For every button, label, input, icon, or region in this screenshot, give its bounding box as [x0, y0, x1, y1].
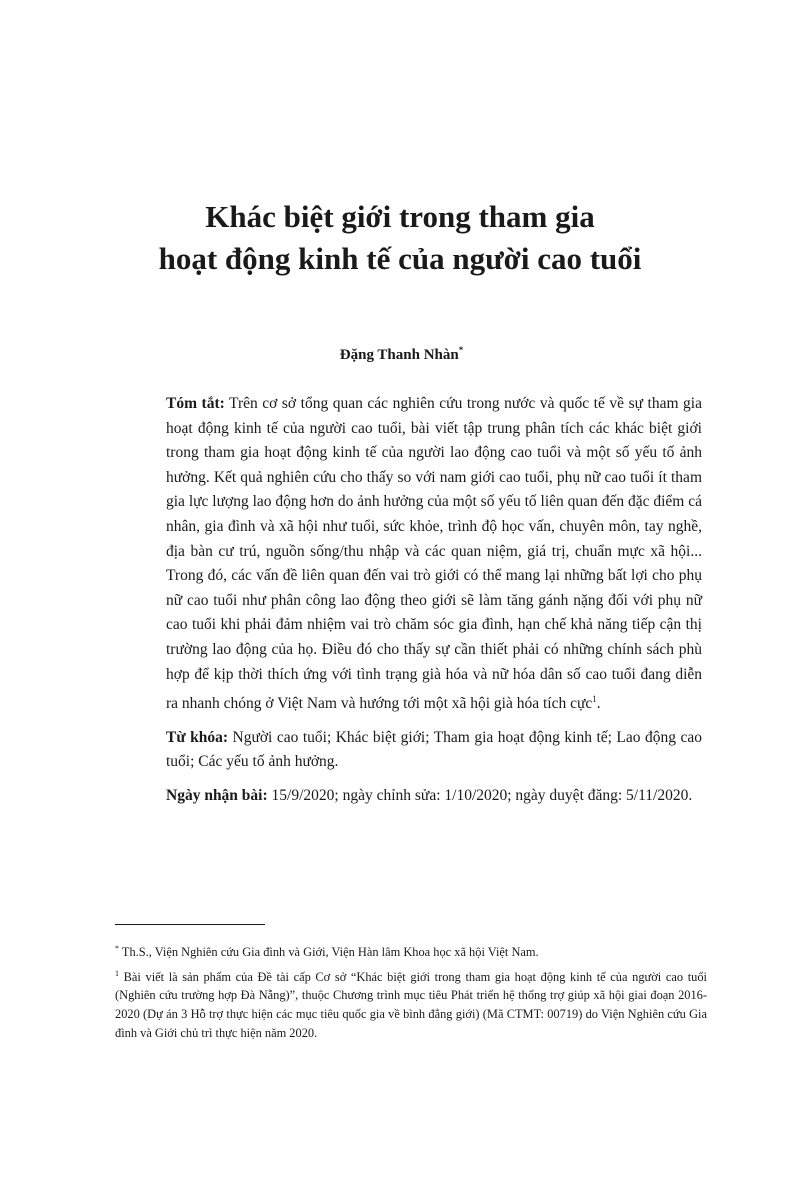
author-name: Đặng Thanh Nhàn — [339, 347, 459, 363]
footnote-text: Bài viết là sản phẩm của Đề tài cấp Cơ sở “Khác biệt giới trong tham gia hoạt động kinh tế của người cao tuổi (Nghiên cứu trường hợp Đà Nẵng)”, thuộc Chương trình mục tiêu Phát triển hệ thống trợ giúp xã hội giai đoạn 2016-2020 (Dự án 3 Hỗ trợ thực hiện các mục tiêu quốc gia về bình đẳng giới) (Mã CTMT: 00719) do Viện Nghiên cứu Gia đình và Giới chủ trì thực hiện năm 2020. — [115, 969, 707, 1040]
title-line-1: Khác biệt giới trong tham gia — [205, 199, 595, 234]
keywords-paragraph — [166, 726, 702, 775]
abstract-end: . — [596, 695, 601, 713]
footnotes-block — [115, 940, 707, 1045]
footnote-funding — [115, 965, 707, 1043]
dates-label: Ngày nhận bài: — [166, 787, 268, 805]
abstract-label: Tóm tắt: — [166, 395, 225, 412]
author-footnote-mark: * — [458, 345, 464, 355]
footnote-text: Th.S., Viện Nghiên cứu Gia đình và Giới, Viện Hàn lâm Khoa học xã hội Việt Nam. — [121, 945, 539, 960]
abstract-block — [166, 392, 702, 818]
dates-paragraph — [166, 784, 702, 809]
footnote-divider — [115, 924, 265, 925]
dates-text: 15/9/2020; ngày chỉnh sửa: 1/10/2020; ngày duyệt đăng: 5/11/2020. — [271, 787, 693, 805]
footnote-mark: 1 — [115, 968, 119, 978]
article-title — [90, 196, 710, 280]
title-line-2: hoạt động kinh tế của người cao tuổi — [158, 241, 642, 276]
abstract-text: Trên cơ sở tổng quan các nghiên cứu trong nước và quốc tế về sự tham gia hoạt động kinh tế của người cao tuổi, bài viết tập trung phân tích các khác biệt giới trong tham gia hoạt động kinh tế của người lao động cao tuổi và một số yếu tố ảnh hưởng. Kết quả nghiên cứu cho thấy so với nam giới cao tuổi, phụ nữ cao tuổi ít tham gia lực lượng lao động hơn do ảnh hưởng của một số yếu tố liên quan đến đặc điểm cá nhân, gia đình và xã hội như tuổi, sức khỏe, trình độ học vấn, chuyên môn, tay nghề, địa bàn cư trú, nguồn sống/thu nhập và các quan niệm, giá trị, chuẩn mực xã hội... Trong đó, các vấn đề liên quan đến vai trò giới có thể mang lại những bất lợi cho phụ nữ cao tuổi như phân công lao động theo giới sẽ làm tăng gánh nặng đối với phụ nữ cao tuổi khi phải đảm nhiệm vai trò chăm sóc gia đình, hạn chế khả năng tiếp cận thị trường lao động của họ. Điều đó cho thấy sự cần thiết phải có những chính sách phù hợp để kịp thời thích ứng với tình trạng già hóa và nữ hóa dân số cao tuổi đang diễn ra nhanh chóng ở Việt Nam và hướng tới một xã hội già hóa tích cực — [166, 395, 702, 713]
keywords-label: Từ khóa: — [166, 728, 229, 746]
keywords-text: Người cao tuổi; Khác biệt giới; Tham gia hoạt động kinh tế; Lao động cao tuổi; Các yếu tố ảnh hưởng. — [166, 728, 702, 771]
footnote-affiliation — [115, 940, 707, 962]
footnote-mark: * — [115, 944, 119, 953]
abstract-footnote-ref: 1 — [592, 694, 597, 705]
author-line — [0, 345, 803, 364]
abstract-paragraph — [166, 392, 702, 717]
